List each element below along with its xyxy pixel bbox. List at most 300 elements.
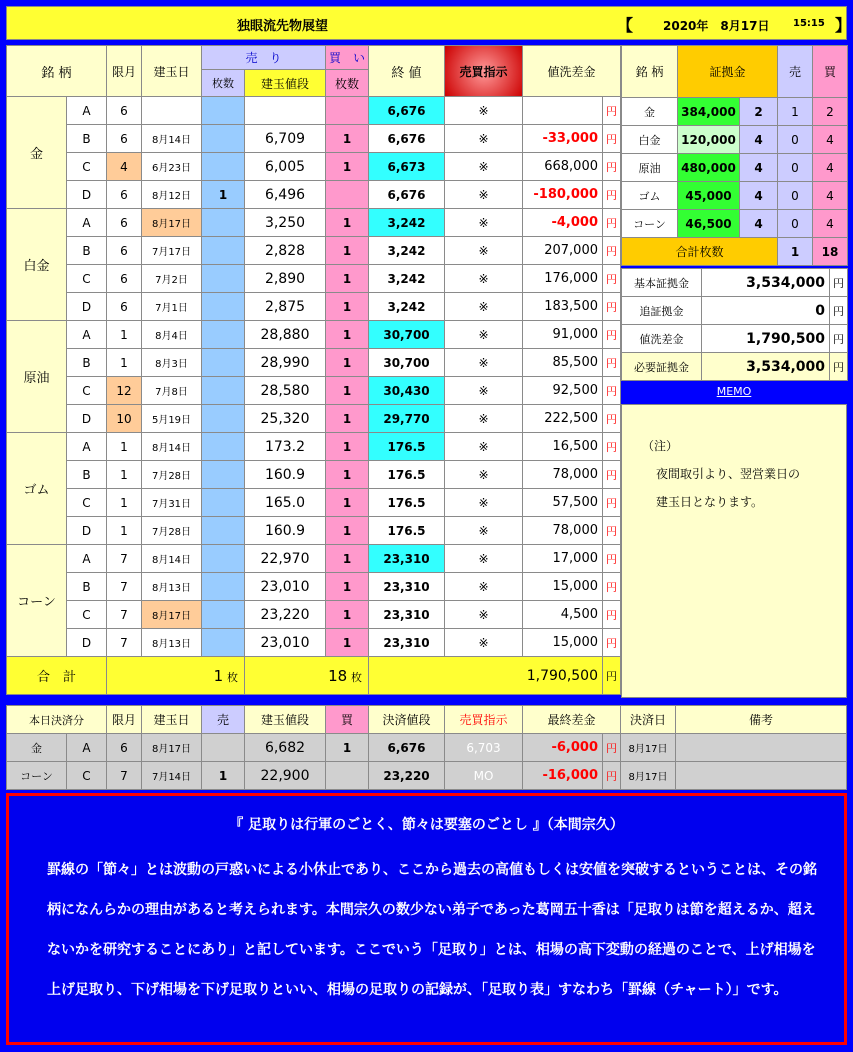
signal-cell: ※ <box>445 517 523 545</box>
class-cell: D <box>67 293 107 321</box>
month-cell: 1 <box>107 321 142 349</box>
entry-price-cell: 22,970 <box>245 545 326 573</box>
margin-amount-cell: 384,000 <box>678 98 740 126</box>
yen-cell: 円 <box>603 573 621 601</box>
buy-qty-cell: 1 <box>326 349 369 377</box>
signal-cell: ※ <box>445 489 523 517</box>
signal-cell: ※ <box>445 573 523 601</box>
entry-price-cell: 6,005 <box>245 153 326 181</box>
settled-header-title: 本日決済分 <box>7 706 107 734</box>
buy-qty-cell: 1 <box>326 461 369 489</box>
buy-qty-cell <box>326 181 369 209</box>
month-cell: 6 <box>107 181 142 209</box>
margin-sell-cell: 1 <box>778 98 813 126</box>
sell-qty-cell <box>202 405 245 433</box>
header-buy-qty: 枚数 <box>326 70 369 97</box>
close-cell: 3,242 <box>369 265 445 293</box>
buy-qty-cell: 1 <box>326 405 369 433</box>
margin-brand-cell: コーン <box>622 210 678 238</box>
margin-amount-cell: 46,500 <box>678 210 740 238</box>
title-bar <box>6 6 852 40</box>
class-cell: A <box>67 433 107 461</box>
yen-cell: 円 <box>603 629 621 657</box>
class-cell: A <box>67 97 107 125</box>
margin-brand-cell: ゴム <box>622 182 678 210</box>
buy-qty-cell: 1 <box>326 125 369 153</box>
settled-entry-price: 6,682 <box>245 734 326 762</box>
pnl-cell: 183,500 <box>523 293 603 321</box>
summary-yen: 円 <box>830 325 848 353</box>
sell-qty-cell <box>202 573 245 601</box>
yen-cell: 円 <box>603 405 621 433</box>
entry-date-cell <box>142 97 202 125</box>
signal-cell: ※ <box>445 125 523 153</box>
buy-qty-cell: 1 <box>326 293 369 321</box>
buy-qty-cell: 1 <box>326 489 369 517</box>
settled-class: A <box>67 734 107 762</box>
sell-qty-cell <box>202 433 245 461</box>
margin-row <box>622 182 848 210</box>
brand-name: 金 <box>7 97 67 209</box>
month-cell: 7 <box>107 573 142 601</box>
entry-date-cell: 8月17日 <box>142 601 202 629</box>
pnl-cell: 4,500 <box>523 601 603 629</box>
close-cell: 3,242 <box>369 209 445 237</box>
sell-qty-cell <box>202 265 245 293</box>
time-label: 15:15 <box>793 18 825 29</box>
summary-value: 3,534,000 <box>702 353 830 381</box>
margin-mult-cell: 4 <box>740 126 778 154</box>
settled-header-settle-price: 決済値段 <box>369 706 445 734</box>
sell-qty-cell <box>202 153 245 181</box>
month-cell: 6 <box>107 237 142 265</box>
entry-date-cell: 8月14日 <box>142 125 202 153</box>
sell-qty-cell <box>202 237 245 265</box>
yen-cell: 円 <box>603 517 621 545</box>
sell-qty-cell <box>202 545 245 573</box>
signal-cell: ※ <box>445 405 523 433</box>
settled-date: 8月17日 <box>621 762 676 790</box>
memo-line-2: 夜間取引より、翌営業日の <box>656 467 801 481</box>
entry-price-cell: 6,709 <box>245 125 326 153</box>
close-cell: 3,242 <box>369 237 445 265</box>
bracket-open: 【 <box>617 16 634 35</box>
margin-total-buy: 18 <box>813 238 848 266</box>
sell-qty-cell <box>202 517 245 545</box>
month-cell: 7 <box>107 545 142 573</box>
sell-qty-cell <box>202 209 245 237</box>
position-row <box>7 433 621 461</box>
settled-entry-date: 8月17日 <box>142 734 202 762</box>
month-cell: 1 <box>107 517 142 545</box>
close-cell: 176.5 <box>369 433 445 461</box>
class-cell: A <box>67 545 107 573</box>
class-cell: D <box>67 517 107 545</box>
settled-pnl: -16,000 <box>523 762 603 790</box>
signal-cell: ※ <box>445 629 523 657</box>
sell-qty-cell <box>202 461 245 489</box>
summary-yen: 円 <box>830 297 848 325</box>
settled-date: 8月17日 <box>621 734 676 762</box>
margin-mult-cell: 4 <box>740 154 778 182</box>
header-signal: 売買指示 <box>445 46 523 97</box>
summary-label: 値洗差金 <box>622 325 702 353</box>
position-row <box>7 573 621 601</box>
settled-header-settle-date: 決済日 <box>621 706 676 734</box>
settled-sell <box>202 734 245 762</box>
margin-brand-cell: 原油 <box>622 154 678 182</box>
position-row <box>7 545 621 573</box>
header-close: 終 値 <box>369 46 445 97</box>
entry-date-cell: 7月17日 <box>142 237 202 265</box>
entry-date-cell: 8月3日 <box>142 349 202 377</box>
total-buy: 18 枚 <box>245 657 369 695</box>
close-cell: 3,242 <box>369 293 445 321</box>
position-row <box>7 125 621 153</box>
margin-mult-cell: 4 <box>740 210 778 238</box>
settled-header-note: 備考 <box>676 706 847 734</box>
header-sell-qty: 枚数 <box>202 70 245 97</box>
yen-cell: 円 <box>603 181 621 209</box>
yen-cell: 円 <box>603 433 621 461</box>
entry-price-cell: 160.9 <box>245 517 326 545</box>
entry-price-cell: 28,580 <box>245 377 326 405</box>
position-row <box>7 405 621 433</box>
header-pnl: 値洗差金 <box>523 46 621 97</box>
buy-qty-cell: 1 <box>326 433 369 461</box>
position-row <box>7 153 621 181</box>
month-cell: 6 <box>107 265 142 293</box>
margin-row <box>622 126 848 154</box>
entry-price-cell <box>245 97 326 125</box>
settled-buy <box>326 762 369 790</box>
pnl-cell: 92,500 <box>523 377 603 405</box>
settled-brand: 金 <box>7 734 67 762</box>
header-month: 限月 <box>107 46 142 97</box>
quote-body: 罫線の「節々」とは波動の戸惑いによる小休止であり、ここから過去の高値もしくは安値を突破するということは、その銘柄になんらかの理由があると考えられます。本間宗久の数少ない弟子であった葛岡五十香は「足取りは節を超えるか、超えないかを研究することにあり」と記しています。ここでいう「足取り」とは、相場の高下変動の経過のことで、上げ相場を上げ足取り、下げ相場を下げ足取りといい、相場の足取りの記録が、「足取り表」すなわち「罫線（チャート）」です。 <box>47 862 817 998</box>
total-yen: 円 <box>603 657 621 695</box>
settled-month: 7 <box>107 762 142 790</box>
pnl-cell: 85,500 <box>523 349 603 377</box>
buy-qty-cell: 1 <box>326 321 369 349</box>
entry-date-cell: 6月23日 <box>142 153 202 181</box>
entry-price-cell: 165.0 <box>245 489 326 517</box>
pnl-cell: -180,000 <box>523 181 603 209</box>
buy-qty-cell: 1 <box>326 209 369 237</box>
sell-qty-cell <box>202 293 245 321</box>
margin-sell-cell: 0 <box>778 154 813 182</box>
pnl-cell: 57,500 <box>523 489 603 517</box>
close-cell: 23,310 <box>369 573 445 601</box>
settled-header-entry-price: 建玉値段 <box>245 706 326 734</box>
entry-date-cell: 8月13日 <box>142 629 202 657</box>
summary-yen: 円 <box>830 353 848 381</box>
pnl-cell: 17,000 <box>523 545 603 573</box>
summary-label: 追証拠金 <box>622 297 702 325</box>
entry-date-cell: 8月12日 <box>142 181 202 209</box>
entry-date-cell: 7月1日 <box>142 293 202 321</box>
signal-cell: ※ <box>445 601 523 629</box>
pnl-cell: 78,000 <box>523 461 603 489</box>
position-row <box>7 349 621 377</box>
settled-note <box>676 734 847 762</box>
buy-qty-cell: 1 <box>326 377 369 405</box>
entry-date-cell: 8月17日 <box>142 209 202 237</box>
class-cell: B <box>67 573 107 601</box>
summary-label: 必要証拠金 <box>622 353 702 381</box>
settled-table <box>6 705 847 790</box>
signal-cell: ※ <box>445 237 523 265</box>
margin-sell-cell: 0 <box>778 126 813 154</box>
total-pnl: 1,790,500 <box>369 657 603 695</box>
signal-cell: ※ <box>445 349 523 377</box>
entry-date-cell: 8月4日 <box>142 321 202 349</box>
close-cell: 29,770 <box>369 405 445 433</box>
yen-cell: 円 <box>603 125 621 153</box>
class-cell: A <box>67 321 107 349</box>
margin-sell-cell: 0 <box>778 182 813 210</box>
class-cell: C <box>67 153 107 181</box>
margin-buy-cell: 4 <box>813 154 848 182</box>
header-entry-price: 建玉値段 <box>245 70 326 97</box>
sell-qty-cell <box>202 125 245 153</box>
date-label: 2020年 8月17日 <box>663 19 770 33</box>
pnl-cell: 15,000 <box>523 629 603 657</box>
settled-row <box>7 734 847 762</box>
yen-cell: 円 <box>603 601 621 629</box>
class-cell: A <box>67 209 107 237</box>
pnl-cell: 78,000 <box>523 517 603 545</box>
yen-cell: 円 <box>603 237 621 265</box>
entry-price-cell: 2,875 <box>245 293 326 321</box>
margin-header-margin: 証拠金 <box>678 46 778 98</box>
class-cell: C <box>67 489 107 517</box>
yen-cell: 円 <box>603 293 621 321</box>
yen-cell: 円 <box>603 349 621 377</box>
summary-label: 基本証拠金 <box>622 269 702 297</box>
entry-price-cell: 160.9 <box>245 461 326 489</box>
memo-line-1: （注） <box>642 439 679 453</box>
signal-cell: ※ <box>445 181 523 209</box>
settled-month: 6 <box>107 734 142 762</box>
margin-mult-cell: 4 <box>740 182 778 210</box>
buy-qty-cell: 1 <box>326 601 369 629</box>
entry-price-cell: 23,220 <box>245 601 326 629</box>
signal-cell: ※ <box>445 97 523 125</box>
month-cell: 1 <box>107 489 142 517</box>
close-cell: 6,676 <box>369 125 445 153</box>
position-row <box>7 321 621 349</box>
entry-date-cell: 8月14日 <box>142 545 202 573</box>
close-cell: 176.5 <box>369 461 445 489</box>
sell-qty-cell <box>202 349 245 377</box>
margin-header-brand: 銘 柄 <box>622 46 678 98</box>
header-sell: 売 り <box>202 46 326 70</box>
class-cell: B <box>67 349 107 377</box>
buy-qty-cell: 1 <box>326 573 369 601</box>
settled-header-final-pnl: 最終差金 <box>523 706 621 734</box>
buy-qty-cell: 1 <box>326 545 369 573</box>
buy-qty-cell: 1 <box>326 265 369 293</box>
close-cell: 30,700 <box>369 349 445 377</box>
margin-amount-cell: 120,000 <box>678 126 740 154</box>
position-row <box>7 461 621 489</box>
signal-cell: ※ <box>445 209 523 237</box>
pnl-cell: 15,000 <box>523 573 603 601</box>
settled-brand: コーン <box>7 762 67 790</box>
entry-date-cell: 7月8日 <box>142 377 202 405</box>
settled-entry-date: 7月14日 <box>142 762 202 790</box>
month-cell: 10 <box>107 405 142 433</box>
margin-buy-cell: 4 <box>813 126 848 154</box>
header-entry-date: 建玉日 <box>142 46 202 97</box>
summary-row <box>622 325 848 353</box>
page-title: 独眼流先物展望 <box>237 19 329 34</box>
month-cell: 1 <box>107 461 142 489</box>
settled-header-sell: 売 <box>202 706 245 734</box>
brand-name: コーン <box>7 545 67 657</box>
signal-cell: ※ <box>445 153 523 181</box>
pnl-cell: 668,000 <box>523 153 603 181</box>
sell-qty-cell <box>202 629 245 657</box>
class-cell: C <box>67 377 107 405</box>
yen-cell: 円 <box>603 209 621 237</box>
entry-date-cell: 8月14日 <box>142 433 202 461</box>
yen-cell: 円 <box>603 97 621 125</box>
position-row <box>7 209 621 237</box>
margin-buy-cell: 4 <box>813 182 848 210</box>
month-cell: 4 <box>107 153 142 181</box>
close-cell: 176.5 <box>369 489 445 517</box>
signal-cell: ※ <box>445 433 523 461</box>
memo-header <box>621 380 847 402</box>
yen-cell: 円 <box>603 265 621 293</box>
entry-date-cell: 7月31日 <box>142 489 202 517</box>
month-cell: 7 <box>107 629 142 657</box>
month-cell: 12 <box>107 377 142 405</box>
sell-qty-cell <box>202 321 245 349</box>
settled-header-entry-date: 建玉日 <box>142 706 202 734</box>
margin-header-buy: 買 <box>813 46 848 98</box>
margin-buy-cell: 4 <box>813 210 848 238</box>
month-cell: 6 <box>107 293 142 321</box>
buy-qty-cell: 1 <box>326 237 369 265</box>
entry-date-cell: 8月13日 <box>142 573 202 601</box>
pnl-cell: 16,500 <box>523 433 603 461</box>
position-row <box>7 629 621 657</box>
class-cell: B <box>67 237 107 265</box>
margin-brand-cell: 白金 <box>622 126 678 154</box>
brand-name: ゴム <box>7 433 67 545</box>
margin-row <box>622 98 848 126</box>
class-cell: C <box>67 265 107 293</box>
month-cell: 6 <box>107 209 142 237</box>
buy-qty-cell: 1 <box>326 629 369 657</box>
memo-link[interactable]: MEMO <box>716 385 752 398</box>
settled-yen: 円 <box>603 734 621 762</box>
bracket-close: 】 <box>835 16 852 35</box>
entry-date-cell: 7月2日 <box>142 265 202 293</box>
close-cell: 6,676 <box>369 97 445 125</box>
position-row <box>7 377 621 405</box>
buy-qty-cell: 1 <box>326 517 369 545</box>
entry-date-cell: 7月28日 <box>142 461 202 489</box>
margin-row <box>622 154 848 182</box>
settled-header-month: 限月 <box>107 706 142 734</box>
yen-cell: 円 <box>603 489 621 517</box>
settled-sell: 1 <box>202 762 245 790</box>
entry-price-cell: 173.2 <box>245 433 326 461</box>
entry-price-cell: 28,990 <box>245 349 326 377</box>
month-cell: 1 <box>107 349 142 377</box>
class-cell: D <box>67 405 107 433</box>
header-buy: 買 い <box>326 46 369 70</box>
yen-cell: 円 <box>603 545 621 573</box>
margin-mult-cell: 2 <box>740 98 778 126</box>
position-row <box>7 293 621 321</box>
quote-box <box>6 793 847 1045</box>
margin-brand-cell: 金 <box>622 98 678 126</box>
brand-name: 白金 <box>7 209 67 321</box>
close-cell: 23,310 <box>369 629 445 657</box>
settled-entry-price: 22,900 <box>245 762 326 790</box>
class-cell: D <box>67 181 107 209</box>
entry-price-cell: 2,890 <box>245 265 326 293</box>
entry-price-cell: 3,250 <box>245 209 326 237</box>
close-cell: 6,676 <box>369 181 445 209</box>
pnl-cell: 222,500 <box>523 405 603 433</box>
margin-total-label: 合計枚数 <box>622 238 778 266</box>
margin-row <box>622 210 848 238</box>
entry-price-cell: 6,496 <box>245 181 326 209</box>
header-brand: 銘 柄 <box>7 46 107 97</box>
sell-qty-cell: 1 <box>202 181 245 209</box>
settled-settle-price: 23,220 <box>369 762 445 790</box>
yen-cell: 円 <box>603 377 621 405</box>
signal-cell: ※ <box>445 265 523 293</box>
brand-name: 原油 <box>7 321 67 433</box>
class-cell: B <box>67 461 107 489</box>
margin-sell-cell: 0 <box>778 210 813 238</box>
entry-price-cell: 23,010 <box>245 629 326 657</box>
summary-row <box>622 297 848 325</box>
yen-cell: 円 <box>603 153 621 181</box>
summary-row <box>622 353 848 381</box>
pnl-cell: -33,000 <box>523 125 603 153</box>
margin-header-sell: 売 <box>778 46 813 98</box>
summary-value: 3,534,000 <box>702 269 830 297</box>
settled-yen: 円 <box>603 762 621 790</box>
class-cell: B <box>67 125 107 153</box>
yen-cell: 円 <box>603 321 621 349</box>
summary-value: 1,790,500 <box>702 325 830 353</box>
settled-note <box>676 762 847 790</box>
position-row <box>7 181 621 209</box>
summary-value: 0 <box>702 297 830 325</box>
pnl-cell: 176,000 <box>523 265 603 293</box>
close-cell: 23,310 <box>369 601 445 629</box>
margin-amount-cell: 480,000 <box>678 154 740 182</box>
position-row <box>7 517 621 545</box>
memo-line-3: 建玉日となります。 <box>656 495 764 509</box>
sell-qty-cell <box>202 97 245 125</box>
position-row <box>7 237 621 265</box>
position-row <box>7 265 621 293</box>
signal-cell: ※ <box>445 293 523 321</box>
buy-qty-cell: 1 <box>326 153 369 181</box>
class-cell: D <box>67 629 107 657</box>
entry-date-cell: 7月28日 <box>142 517 202 545</box>
